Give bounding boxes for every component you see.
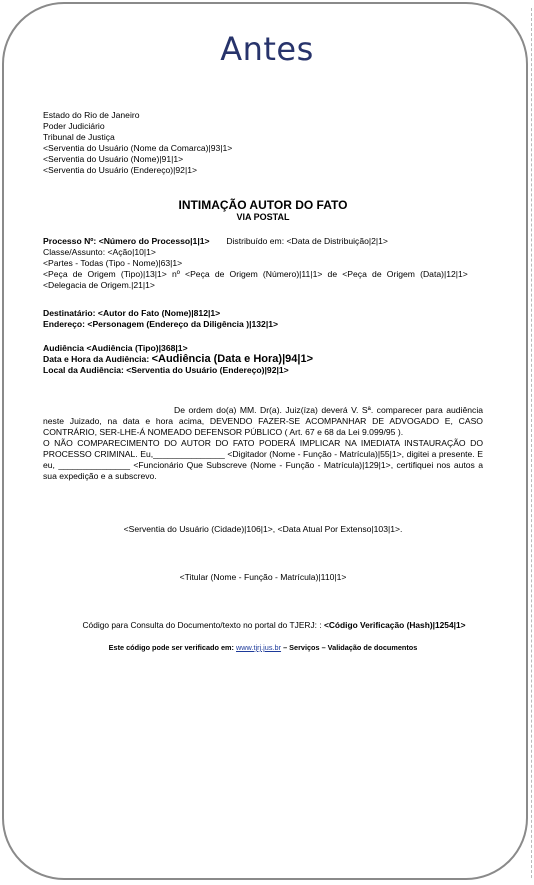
- dashed-guide: [530, 8, 532, 878]
- verify-suffix: – Serviços – Validação de documentos: [283, 643, 418, 652]
- hearing-location-label: Local da Audiência:: [43, 365, 124, 375]
- verify-prefix: Este código pode ser verificado em:: [108, 643, 234, 652]
- hearing-date-value: <Audiência (Data e Hora)|94|1>: [151, 353, 314, 365]
- address-line: [43, 319, 483, 330]
- hearing-type-label: Audiência: [43, 343, 85, 353]
- titular-signature: <Titular (Nome - Função - Matrícula)|110|1>: [179, 572, 347, 582]
- caption-title: Antes: [220, 30, 314, 68]
- process-number: <Número do Processo|1|1>: [98, 236, 210, 246]
- header-line: <Serventia do Usuário (Nome)|91|1>: [43, 154, 184, 164]
- city-date: <Serventia do Usuário (Cidade)|106|1>, <Data Atual Por Extenso|103|1>.: [123, 524, 403, 534]
- class-subject: Classe/Assunto: <Ação|10|1>: [43, 247, 156, 257]
- document-subtitle: VIA POSTAL: [236, 212, 290, 222]
- hearing-block: [43, 343, 483, 376]
- hearing-location-line: [43, 365, 483, 376]
- hearing-location-value: <Serventia do Usuário (Endereço)|92|1>: [126, 365, 289, 375]
- process-label: Processo Nº:: [43, 236, 97, 246]
- header-line: <Serventia do Usuário (Endereço)|92|1>: [43, 165, 197, 175]
- verification-note: [43, 643, 483, 652]
- address-label: Endereço:: [43, 319, 86, 329]
- verification-text: Código para Consulta do Documento/texto no portal do TJERJ: :: [82, 620, 322, 630]
- recipient-value: <Autor do Fato (Nome)|812|1>: [97, 308, 221, 318]
- verify-link[interactable]: www.tjrj.jus.br: [236, 643, 282, 652]
- process-line: [43, 236, 483, 247]
- body-p1-rest: audiência neste Juizado, na data e hora acima, DEVENDO FAZER-SE ACOMPANHAR DE ADVOGADO E, CASO CONTRÁRIO, SER-LHE-Á NOMEADO DEFENSOR PÚBLICO ( Art. 67 e 68 da Lei 9.099/95 ).: [43, 405, 484, 437]
- origin-piece-text: <Peça de Origem (Tipo)|13|1> nº <Peça de Origem (Número)|11|1> de <Peça de Origem (Data)|12|1>: [43, 269, 468, 279]
- header-line: <Serventia do Usuário (Nome da Comarca)|93|1>: [43, 143, 233, 153]
- hearing-date-line: [43, 354, 483, 365]
- address-value: <Personagem (Endereço da Diligência )|132|1>: [87, 319, 279, 329]
- header-line: Tribunal de Justiça: [43, 132, 115, 142]
- recipient-block: [43, 308, 483, 330]
- body-p1-indent: De ordem do(a) MM. Dr(a). Juiz(íza) deverá V. Sª. comparecer para: [174, 405, 443, 415]
- distribution-date: Distribuído em: <Data de Distribuição|2|1>: [226, 236, 388, 246]
- body-paragraph-2: O NÃO COMPARECIMENTO DO AUTOR DO FATO PODERÁ IMPLICAR NA IMEDIATA INSTAURAÇÃO DO PROCESSO CRIMINAL. Eu,_______________ <Digitador (Nome - Função - Matrícula)|55|1>, digitei a presente. E eu, _______________ <Funcionário Que Subscreve (Nome - Função - Matrícula)|129|1>, certifiquei nos autos a sua expedição e a subscrevo.: [43, 438, 483, 481]
- origin-police-station: <Delegacia de Origem.|21|1>: [43, 280, 155, 290]
- body-text: [43, 405, 483, 482]
- parties: <Partes - Todas (Tipo - Nome)|63|1>: [43, 258, 183, 268]
- process-block: [43, 236, 483, 291]
- verification-hash: <Código Verificação (Hash)|1254|1>: [323, 620, 466, 630]
- header-line: Poder Judiciário: [43, 121, 105, 131]
- document-title: INTIMAÇÃO AUTOR DO FATO: [178, 198, 348, 212]
- hearing-date-label: Data e Hora da Audiência:: [43, 354, 150, 364]
- hearing-type-value: <Audiência (Tipo)|368|1>: [86, 343, 188, 353]
- header-line: Estado do Rio de Janeiro: [43, 110, 140, 120]
- court-header: [43, 110, 483, 176]
- recipient-line: [43, 308, 483, 319]
- body-paragraph-1: [43, 405, 483, 438]
- recipient-label: Destinatário:: [43, 308, 96, 318]
- verification-code: [43, 620, 505, 631]
- origin-piece: [43, 269, 483, 291]
